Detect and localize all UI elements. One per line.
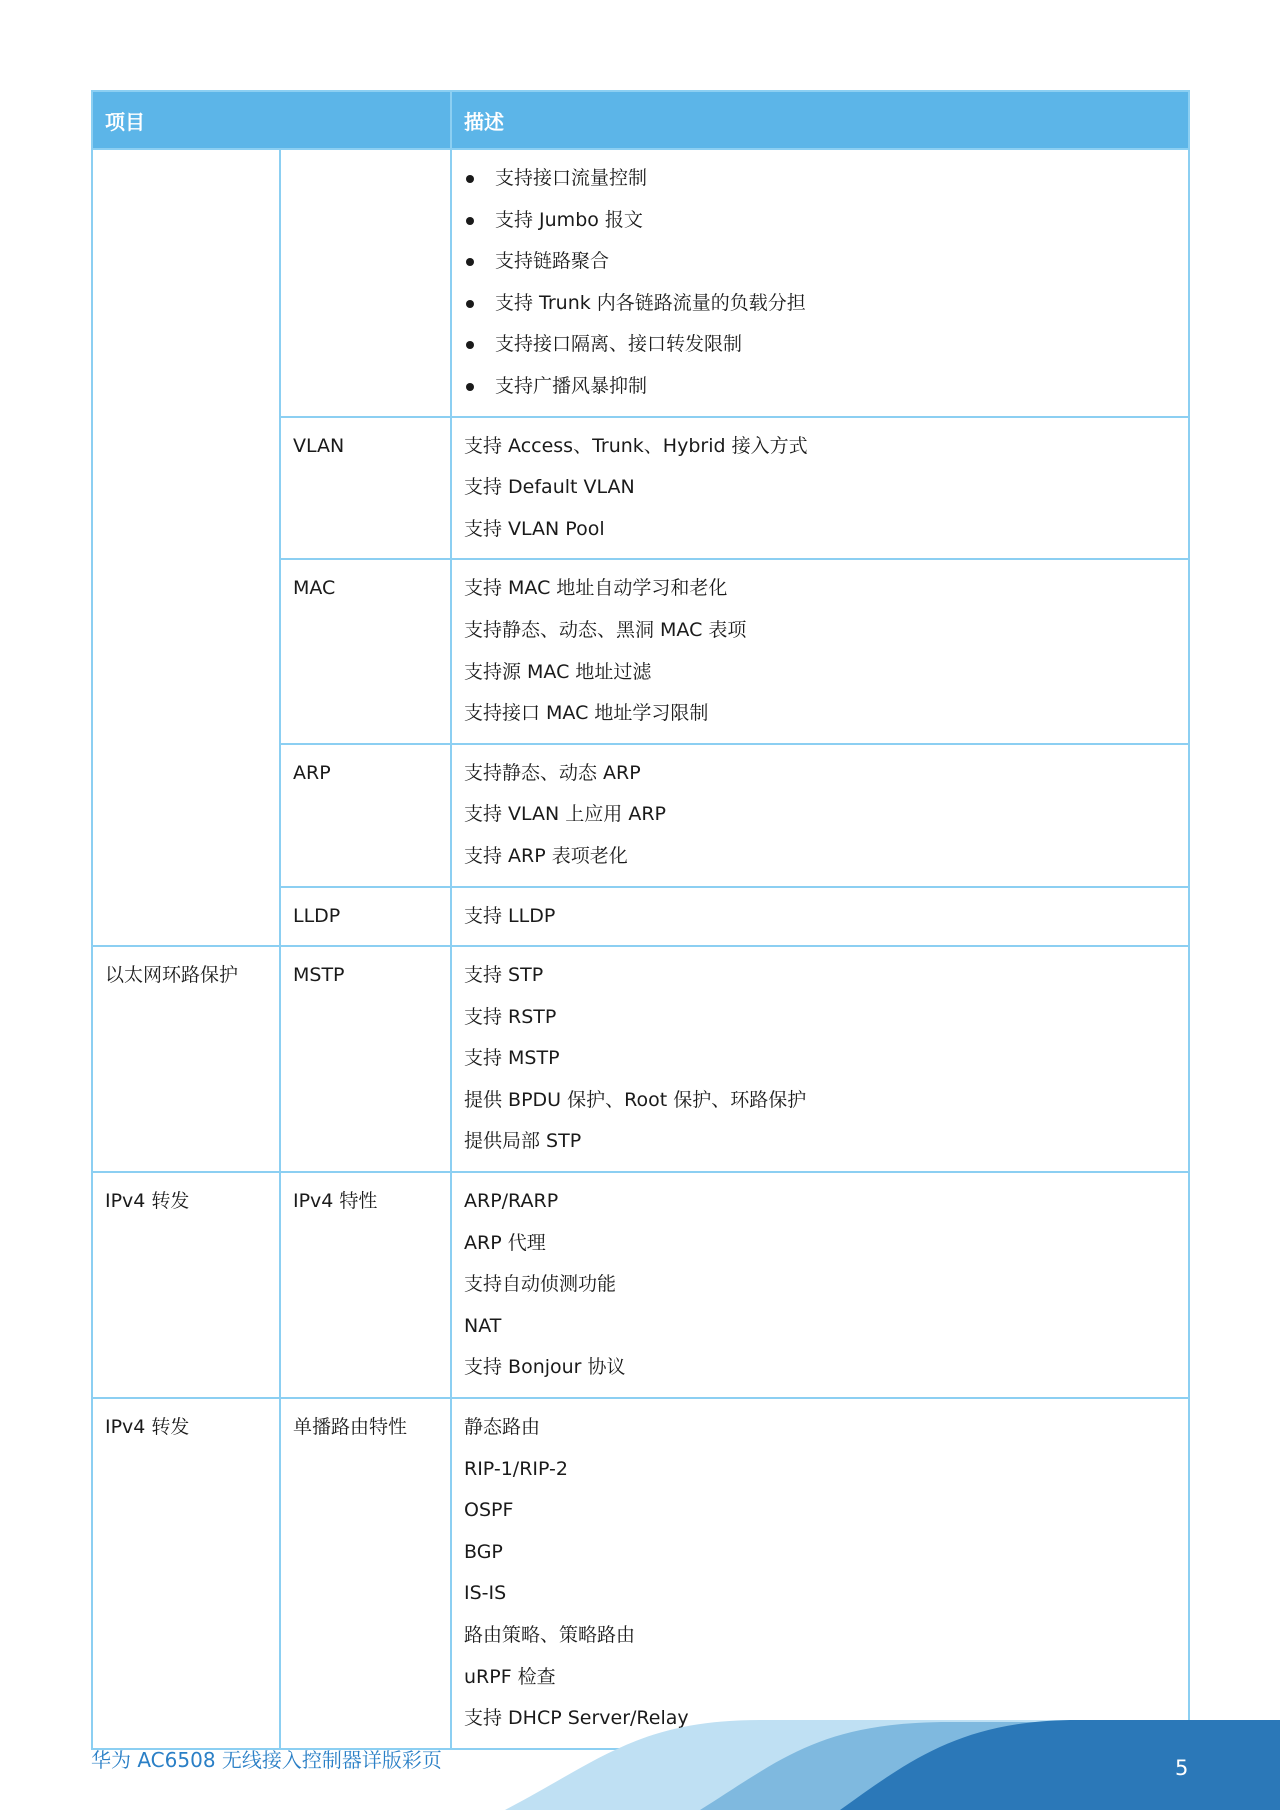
description-line: 支持 STP [464, 964, 544, 987]
description-cell [451, 887, 1189, 947]
list-item: 支持链路聚合 [464, 241, 1176, 283]
description-cell [451, 149, 1189, 417]
description-line: IS-IS [464, 1582, 507, 1605]
description-line: 支持 ARP 表项老化 [464, 844, 628, 867]
sub-cell-continued [280, 149, 451, 417]
description-line: 提供 BPDU 保护、Root 保护、环路保护 [464, 1088, 807, 1111]
description-line: 支持源 MAC 地址过滤 [464, 660, 652, 683]
description-cell [451, 1398, 1189, 1749]
description-line: 支持 DHCP Server/Relay [464, 1707, 689, 1730]
sub-cell: 单播路由特性 [280, 1398, 451, 1749]
description-line: BGP [464, 1540, 503, 1563]
description-line: 支持 RSTP [464, 1005, 557, 1028]
description-line: 支持 LLDP [464, 904, 556, 927]
description-line: ARP 代理 [464, 1231, 546, 1254]
bullet-list [464, 158, 1176, 408]
header-description: 描述 [451, 91, 1189, 149]
table-row [92, 1172, 1189, 1398]
spec-table [91, 90, 1190, 1750]
category-cell: IPv4 转发 [92, 1172, 280, 1398]
sub-cell: ARP [280, 744, 451, 887]
description-line: 支持 Bonjour 协议 [464, 1356, 626, 1379]
description-line: 支持自动侦测功能 [464, 1273, 617, 1296]
sub-cell: VLAN [280, 417, 451, 560]
description-cell [451, 744, 1189, 887]
description-line: RIP-1/RIP-2 [464, 1457, 568, 1480]
description-line: 静态路由 [464, 1416, 541, 1439]
description-line: 支持 Access、Trunk、Hybrid 接入方式 [464, 434, 808, 457]
page-number: 5 [1175, 1756, 1189, 1780]
description-cell [451, 417, 1189, 560]
description-line: ARP/RARP [464, 1190, 559, 1213]
description-line: 支持静态、动态 ARP [464, 761, 641, 784]
description-line: 支持 VLAN Pool [464, 517, 605, 540]
table-row [92, 946, 1189, 1172]
description-line: 支持 Default VLAN [464, 476, 635, 499]
description-cell [451, 559, 1189, 743]
description-line: 支持 MAC 地址自动学习和老化 [464, 577, 728, 600]
table-header-row [92, 91, 1189, 149]
category-cell: IPv4 转发 [92, 1398, 280, 1749]
list-item: 支持接口隔离、接口转发限制 [464, 324, 1176, 366]
description-line: uRPF 检查 [464, 1665, 556, 1688]
description-line: NAT [464, 1314, 502, 1337]
description-line: 支持 VLAN 上应用 ARP [464, 803, 667, 826]
list-item: 支持 Jumbo 报文 [464, 200, 1176, 242]
description-line: 提供局部 STP [464, 1130, 582, 1153]
category-cell-continued [92, 149, 280, 946]
header-item: 项目 [92, 91, 451, 149]
description-line: 支持静态、动态、黑洞 MAC 表项 [464, 618, 747, 641]
description-cell [451, 1172, 1189, 1398]
sub-cell: MSTP [280, 946, 451, 1172]
description-line: 支持 MSTP [464, 1047, 560, 1070]
page-footer [0, 1700, 1280, 1810]
list-item: 支持 Trunk 内各链路流量的负载分担 [464, 283, 1176, 325]
description-line: 支持接口 MAC 地址学习限制 [464, 702, 709, 725]
table-row [92, 149, 1189, 417]
list-item: 支持接口流量控制 [464, 158, 1176, 200]
sub-cell: LLDP [280, 887, 451, 947]
category-cell: 以太网环路保护 [92, 946, 280, 1172]
sub-cell: MAC [280, 559, 451, 743]
footer-title: 华为 AC6508 无线接入控制器详版彩页 [91, 1748, 442, 1772]
table-row [92, 1398, 1189, 1749]
description-line: 路由策略、策略路由 [464, 1624, 636, 1646]
list-item: 支持广播风暴抑制 [464, 366, 1176, 408]
description-cell [451, 946, 1189, 1172]
description-line: OSPF [464, 1499, 514, 1522]
sub-cell: IPv4 特性 [280, 1172, 451, 1398]
